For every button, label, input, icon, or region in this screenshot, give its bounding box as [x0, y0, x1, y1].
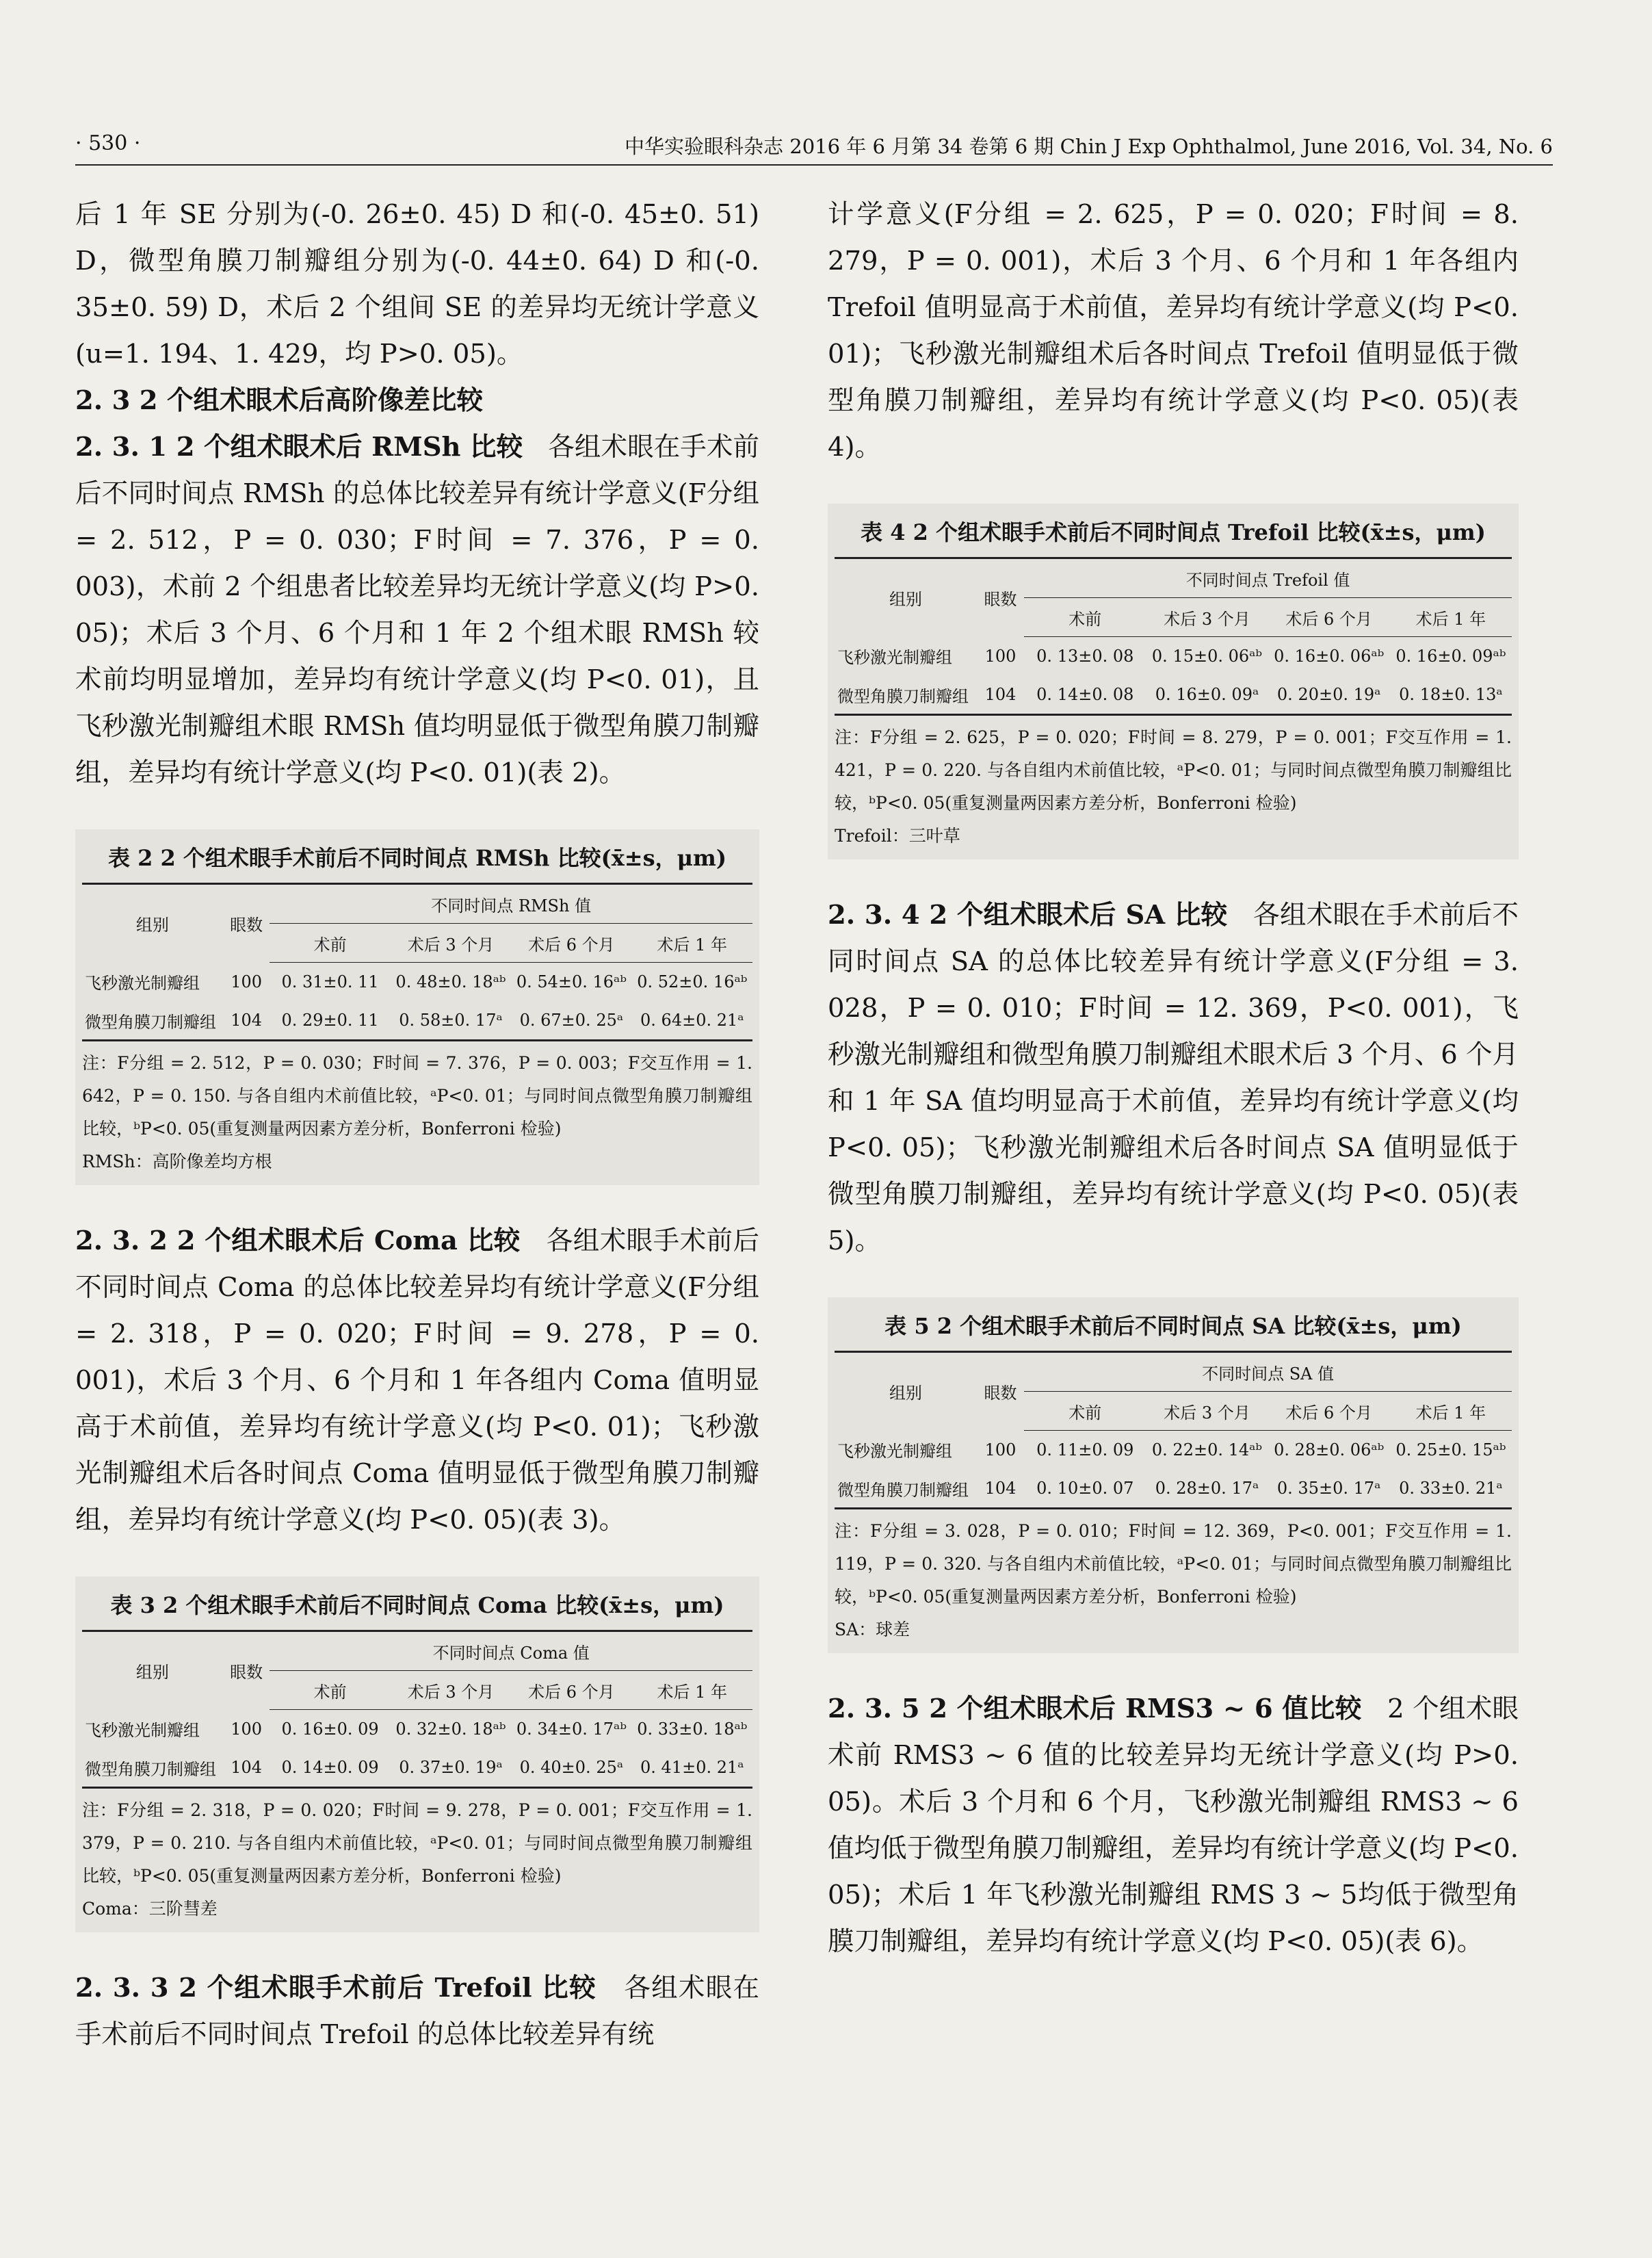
- section-2-3-3: [75, 1965, 759, 2058]
- table-cell: 0. 33±0. 18ᵃᵇ: [637, 1720, 748, 1739]
- table-5-header-time: 术后 6 个月: [1268, 1392, 1390, 1431]
- table-cell: 0. 64±0. 21ᵃ: [632, 1001, 752, 1041]
- table-cell: 0. 13±0. 08: [1036, 647, 1134, 666]
- table-5-header-eyes: 眼数: [977, 1352, 1024, 1431]
- table-cell-eyes: 104: [223, 1748, 270, 1788]
- section-2-3-4: [828, 892, 1519, 1264]
- table-row: [82, 1748, 752, 1788]
- table-4-caption: 表 4 2 个组术眼手术前后不同时间点 Trefoil 比较(x̄±s，μm): [861, 519, 1486, 545]
- table-cell: 0. 11±0. 09: [1036, 1440, 1134, 1459]
- section-title-2-3-4: 2. 3. 4 2 个组术眼术后 SA 比较: [828, 900, 1228, 931]
- table-cell: 0. 52±0. 16ᵃᵇ: [637, 972, 748, 991]
- table-5-note: [835, 1515, 1512, 1646]
- table-cell-eyes: 100: [984, 646, 1017, 666]
- table-5-header-time: 术后 3 个月: [1146, 1392, 1268, 1431]
- table-cell: 0. 40±0. 25ᵃ: [511, 1748, 631, 1788]
- table-3-grid: [82, 1630, 752, 1789]
- table-cell-group: 微型角膜刀制瓣组: [835, 1469, 977, 1509]
- right-column: [828, 192, 1519, 1965]
- section-text-2-3-2: 各组术眼手术前后不同时间点 Coma 的总体比较差异均有统计学意义(F分组 = 2. 318，P = 0. 020；F时间 = 9. 278，P = 0. 001)，术后 3 个月、6 个月和 1 年各组内 Coma 值明显高于术前值，差异均有统计学意义(均 P<0. 01)；飞秒激光制瓣组术后各时间点 Coma 值明显低于微型角膜刀制瓣组，差异均有统计学意义(均 P<0. 05)(表 3)。: [75, 1225, 759, 1535]
- table-row: [82, 1710, 752, 1749]
- table-2-note: [82, 1047, 752, 1178]
- table-3: [75, 1576, 759, 1932]
- table-2-header-time: 术后 6 个月: [511, 924, 631, 963]
- table-cell-eyes: 104: [223, 1001, 270, 1041]
- table-cell: 0. 54±0. 16ᵃᵇ: [516, 972, 627, 991]
- table-3-header-time: 术后 3 个月: [391, 1671, 511, 1710]
- table-2-header-span: 不同时间点 RMSh 值: [270, 884, 752, 924]
- table-cell: 0. 67±0. 25ᵃ: [511, 1001, 631, 1041]
- table-2-header-time: 术后 1 年: [632, 924, 752, 963]
- table-row: [82, 963, 752, 1002]
- table-cell: 0. 32±0. 18ᵃᵇ: [395, 1720, 506, 1739]
- table-3-note-text: 注：F分组 = 2. 318，P = 0. 020；F时间 = 9. 278，P = 0. 001；F交互作用 = 1. 379，P = 0. 210. 与各自组内术前值比较，ᵃP<0. 01；与同时间点微型角膜刀制瓣组比较，ᵇP<0. 05(重复测量两因素方差分析，Bonferroni 检验): [82, 1800, 752, 1886]
- table-cell: 0. 22±0. 14ᵃᵇ: [1151, 1440, 1263, 1459]
- table-4-abbr: Trefoil：三叶草: [835, 826, 960, 846]
- table-4-grid: [835, 557, 1512, 716]
- table-3-header-group: 组别: [82, 1631, 223, 1710]
- table-cell: 0. 15±0. 06ᵃᵇ: [1151, 647, 1263, 666]
- section-text-2-3-3: 各组术眼在手术前后不同时间点 Trefoil 的总体比较差异有统: [75, 1973, 759, 2050]
- table-4-header-time: 术前: [1024, 598, 1146, 637]
- table-cell: 0. 37±0. 19ᵃ: [391, 1748, 511, 1788]
- table-cell-group: 微型角膜刀制瓣组: [82, 1748, 223, 1788]
- table-cell: 0. 28±0. 17ᵃ: [1146, 1469, 1268, 1509]
- table-cell-eyes: 100: [984, 1440, 1017, 1459]
- table-3-header-time: 术前: [270, 1671, 390, 1710]
- table-4-header-time: 术后 3 个月: [1146, 598, 1268, 637]
- left-column: [75, 192, 759, 2058]
- section-title-2-3-3: 2. 3. 3 2 个组术眼手术前后 Trefoil 比较: [75, 1973, 596, 2003]
- table-cell: 0. 18±0. 13ᵃ: [1390, 675, 1512, 715]
- table-2-header-group: 组别: [82, 884, 223, 963]
- section-text-2-3-1: 各组术眼在手术前后不同时间点 RMSh 的总体比较差异有统计学意义(F分组 = 2. 512，P = 0. 030；F时间 = 7. 376，P = 0. 003)，术前 2 个组患者比较差异均无统计学意义(均 P>0. 05)；术后 3 个月、6 个月和 1 年 2 个组术眼 RMSh 较术前均明显增加，差异均有统计学意义(均 P<0. 01)，且飞秒激光制瓣组术眼 RMSh 值均明显低于微型角膜刀制瓣组，差异均有统计学意义(均 P<0. 01)(表 2)。: [75, 432, 759, 788]
- table-5-grid: [835, 1351, 1512, 1509]
- section-title-2-3-2: 2. 3. 2 2 个组术眼术后 Coma 比较: [75, 1225, 521, 1256]
- table-3-header-time: 术后 1 年: [632, 1671, 752, 1710]
- table-cell-group: 微型角膜刀制瓣组: [835, 675, 977, 715]
- table-5-header-time: 术前: [1024, 1392, 1146, 1431]
- table-4-header-span: 不同时间点 Trefoil 值: [1024, 558, 1512, 598]
- table-cell: 0. 35±0. 17ᵃ: [1268, 1469, 1390, 1509]
- table-cell: 0. 16±0. 06ᵃᵇ: [1274, 647, 1385, 666]
- journal-citation: 中华实验眼科杂志 2016 年 6 月第 34 卷第 6 期 Chin J Exp Ophthalmol, June 2016, Vol. 34, No. 6: [625, 135, 1553, 158]
- table-cell: 0. 16±0. 09ᵃᵇ: [1395, 647, 1506, 666]
- table-cell-eyes: 104: [977, 675, 1024, 715]
- table-cell: 0. 25±0. 15ᵃᵇ: [1395, 1440, 1506, 1459]
- table-row: [82, 1001, 752, 1041]
- table-3-abbr: Coma：三阶彗差: [82, 1899, 218, 1919]
- table-3-caption: 表 3 2 个组术眼手术前后不同时间点 Coma 比较(x̄±s，μm): [110, 1592, 724, 1618]
- table-cell-group: 飞秒激光制瓣组: [837, 648, 952, 668]
- table-cell: 0. 20±0. 19ᵃ: [1268, 675, 1390, 715]
- table-4-note: [835, 721, 1512, 853]
- table-5-header-time: 术后 1 年: [1390, 1392, 1512, 1431]
- table-cell: 0. 10±0. 07: [1024, 1469, 1146, 1509]
- section-text-2-3-4: 各组术眼在手术前后不同时间点 SA 的总体比较差异有统计学意义(F分组 = 3. 028，P = 0. 010；F时间 = 12. 369，P<0. 001)，飞秒激光制瓣组和微型角膜刀制瓣组术眼术后 3 个月、6 个月和 1 年 SA 值均明显高于术前值，差异均有统计学意义(均 P<0. 05)；飞秒激光制瓣组术后各时间点 SA 值明显低于微型角膜刀制瓣组，差异均有统计学意义(均 P<0. 05)(表 5)。: [828, 900, 1519, 1256]
- table-cell: 0. 48±0. 18ᵃᵇ: [395, 972, 506, 991]
- table-2-header-time: 术后 3 个月: [391, 924, 511, 963]
- table-5-caption: 表 5 2 个组术眼手术前后不同时间点 SA 比较(x̄±s，μm): [884, 1313, 1462, 1339]
- table-row: [835, 1469, 1512, 1509]
- page-number: · 530 ·: [75, 131, 141, 155]
- table-2: [75, 829, 759, 1185]
- table-cell: 0. 41±0. 21ᵃ: [632, 1748, 752, 1788]
- section-2-3-5: [828, 1686, 1519, 1965]
- table-cell: 0. 31±0. 11: [281, 972, 379, 991]
- table-2-grid: [82, 883, 752, 1041]
- table-cell: 0. 28±0. 06ᵃᵇ: [1274, 1440, 1385, 1459]
- paragraph-trefoil-results: 计学意义(F分组 = 2. 625，P = 0. 020；F时间 = 8. 279，P = 0. 001)，术后 3 个月、6 个月和 1 年各组内 Trefoil 值明显高于术前值，差异均有统计学意义(均 P<0. 01)；飞秒激光制瓣组术后各时间点 Trefoil 值明显低于微型角膜刀制瓣组，差异均有统计学意义(均 P<0. 05)(表 4)。: [828, 199, 1519, 463]
- table-3-header-span: 不同时间点 Coma 值: [270, 1631, 752, 1671]
- table-cell-group: 微型角膜刀制瓣组: [82, 1001, 223, 1041]
- section-2-3-1: [75, 424, 759, 796]
- table-5-note-text: 注：F分组 = 3. 028，P = 0. 010；F时间 = 12. 369，P<0. 001；F交互作用 = 1. 119，P = 0. 320. 与各自组内术前值比较，ᵃP<0. 01；与同时间点微型角膜刀制瓣组比较，ᵇP<0. 05(重复测量两因素方差分析，Bonferroni 检验): [835, 1521, 1512, 1607]
- table-4-note-text: 注：F分组 = 2. 625，P = 0. 020；F时间 = 8. 279，P = 0. 001；F交互作用 = 1. 421，P = 0. 220. 与各自组内术前值比较，ᵃP<0. 01；与同时间点微型角膜刀制瓣组比较，ᵇP<0. 05(重复测量两因素方差分析，Bonferroni 检验): [835, 727, 1512, 813]
- section-title-2-3-5: 2. 3. 5 2 个组术眼术后 RMS3 ~ 6 值比较: [828, 1694, 1362, 1724]
- running-header: [75, 129, 1553, 166]
- table-2-header-eyes: 眼数: [223, 884, 270, 963]
- table-4: [828, 504, 1519, 859]
- section-2-3-2: [75, 1218, 759, 1544]
- table-3-header-time: 术后 6 个月: [511, 1671, 631, 1710]
- table-cell: 0. 14±0. 09: [270, 1748, 390, 1788]
- table-2-caption: 表 2 2 个组术眼手术前后不同时间点 RMSh 比较(x̄±s，μm): [107, 845, 727, 871]
- table-2-note-text: 注：F分组 = 2. 512，P = 0. 030；F时间 = 7. 376，P = 0. 003；F交互作用 = 1. 642，P = 0. 150. 与各自组内术前值比较，ᵃP<0. 01；与同时间点微型角膜刀制瓣组比较，ᵇP<0. 05(重复测量两因素方差分析，Bonferroni 检验): [82, 1053, 752, 1139]
- table-cell: 0. 34±0. 17ᵃᵇ: [516, 1720, 627, 1739]
- table-5-header-span: 不同时间点 SA 值: [1024, 1352, 1512, 1392]
- section-heading-2-3: 2. 3 2 个组术眼术后高阶像差比较: [75, 385, 483, 416]
- table-3-note: [82, 1794, 752, 1925]
- section-text-2-3-5: 2 个组术眼术前 RMS3 ~ 6 值的比较差异均无统计学意义(均 P>0. 05)。术后 3 个月和 6 个月，飞秒激光制瓣组 RMS3 ~ 6 值均低于微型角膜刀制瓣组，差异均有统计学意义(均 P<0. 05)；术后 1 年飞秒激光制瓣组 RMS 3 ~ 5均低于微型角膜刀制瓣组，差异均有统计学意义(均 P<0. 05)(表 6)。: [828, 1694, 1519, 1957]
- table-row: [835, 1431, 1512, 1470]
- table-cell-eyes: 100: [231, 1719, 262, 1739]
- table-2-header-time: 术前: [270, 924, 390, 963]
- table-cell-eyes: 104: [977, 1469, 1024, 1509]
- table-5-header-group: 组别: [835, 1352, 977, 1431]
- table-5: [828, 1297, 1519, 1653]
- table-cell: 0. 29±0. 11: [270, 1001, 390, 1041]
- table-cell: 0. 16±0. 09: [281, 1720, 379, 1739]
- table-3-header-eyes: 眼数: [223, 1631, 270, 1710]
- table-cell: 0. 16±0. 09ᵃ: [1146, 675, 1268, 715]
- table-cell: 0. 14±0. 08: [1024, 675, 1146, 715]
- paragraph-se-results: 后 1 年 SE 分别为(-0. 26±0. 45) D 和(-0. 45±0. 51) D，微型角膜刀制瓣组分别为(-0. 44±0. 64) D 和(-0. 35±0. 59) D，术后 2 个组间 SE 的差异均无统计学意义(u=1. 194、1. 429，均 P>0. 05)。: [75, 199, 759, 369]
- table-4-header-time: 术后 1 年: [1390, 598, 1512, 637]
- table-5-abbr: SA：球差: [835, 1620, 910, 1639]
- table-row: [835, 675, 1512, 715]
- table-cell-eyes: 100: [231, 972, 262, 991]
- table-cell-group: 飞秒激光制瓣组: [85, 1721, 200, 1741]
- table-2-abbr: RMSh：高阶像差均方根: [82, 1152, 272, 1171]
- table-cell: 0. 58±0. 17ᵃ: [391, 1001, 511, 1041]
- table-4-header-eyes: 眼数: [977, 558, 1024, 637]
- table-cell-group: 飞秒激光制瓣组: [85, 974, 200, 994]
- table-4-header-time: 术后 6 个月: [1268, 598, 1390, 637]
- table-cell: 0. 33±0. 21ᵃ: [1390, 1469, 1512, 1509]
- table-cell-group: 飞秒激光制瓣组: [837, 1442, 952, 1462]
- section-title-2-3-1: 2. 3. 1 2 个组术眼术后 RMSh 比较: [75, 432, 523, 463]
- table-4-header-group: 组别: [835, 558, 977, 637]
- table-row: [835, 637, 1512, 676]
